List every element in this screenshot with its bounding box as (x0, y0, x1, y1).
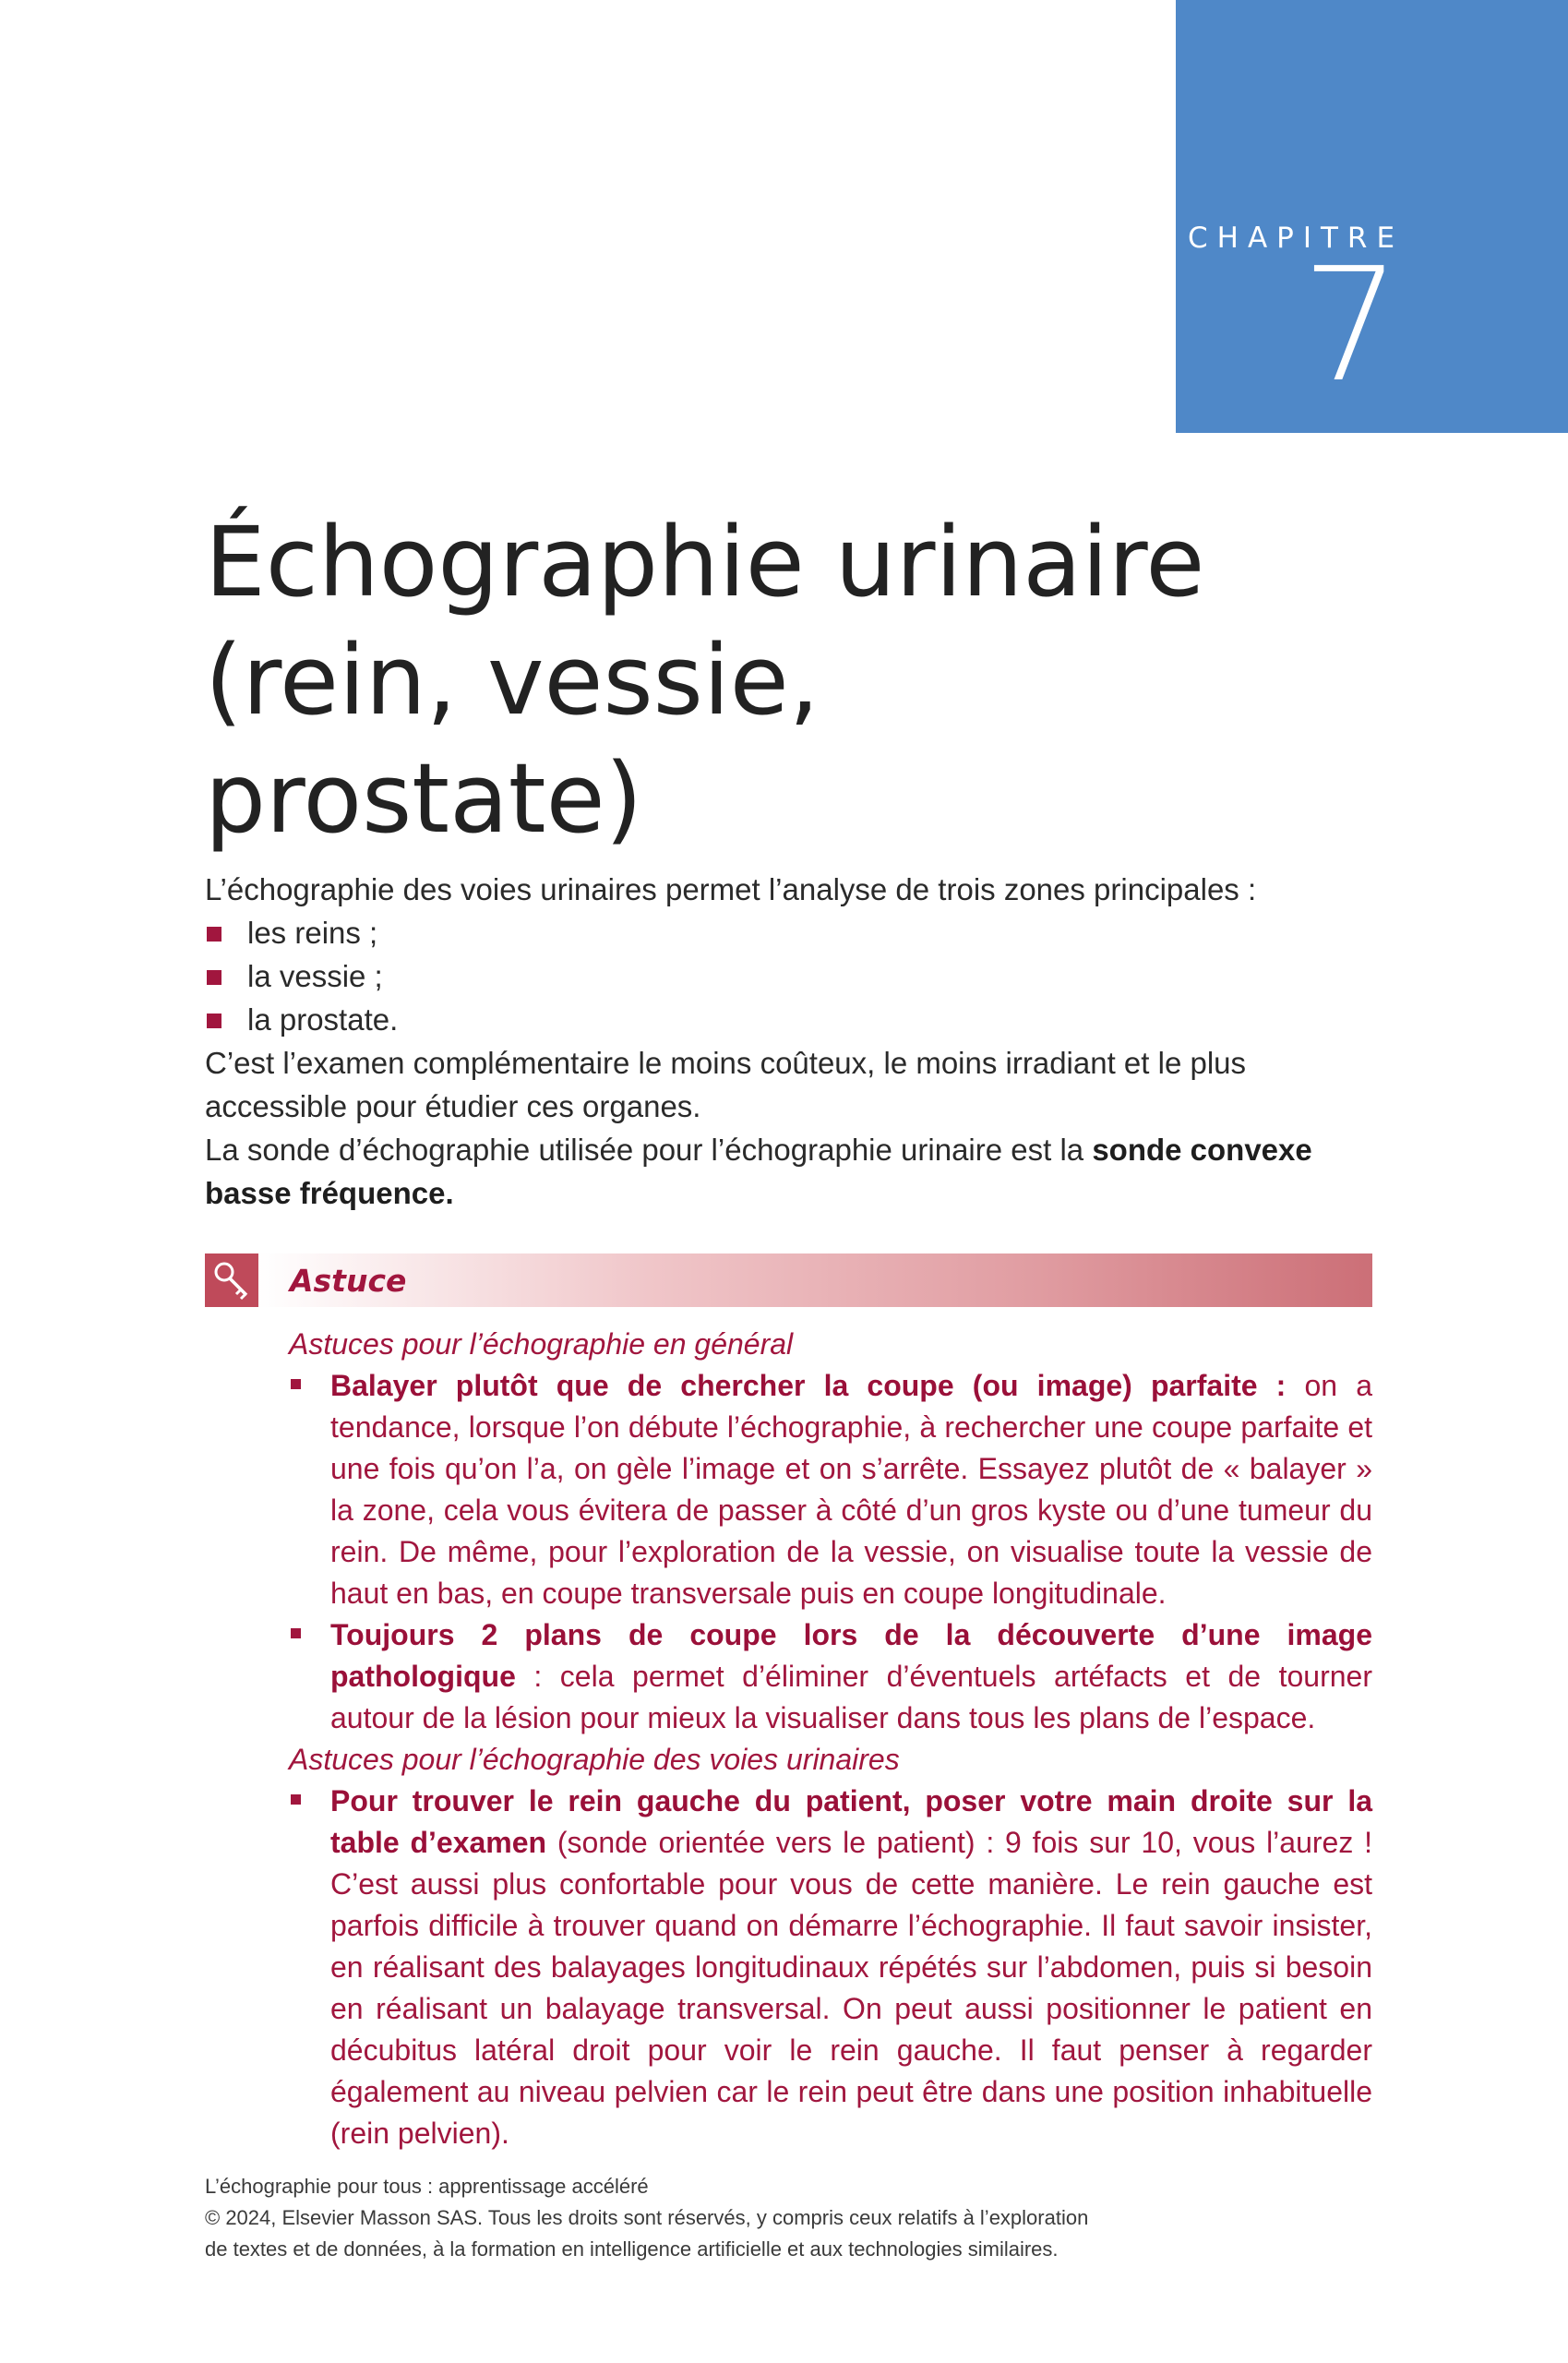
intro-lead: L’échographie des voies urinaires permet l’analyse de trois zones principales : (205, 872, 1257, 906)
general-tips-list (289, 1365, 1372, 1739)
zone-label: la prostate. (247, 1002, 399, 1037)
page-title (205, 503, 1266, 858)
square-bullet-icon (291, 1628, 301, 1638)
astuce-section-title-urinary: Astuces pour l’échographie des voies urinaires (289, 1743, 900, 1776)
square-bullet-icon (207, 970, 221, 985)
zones-list (205, 911, 1372, 1041)
square-bullet-icon (291, 1379, 301, 1389)
chapter-label: CHAPITRE (1188, 222, 1405, 255)
list-item (289, 1614, 1372, 1739)
list-item (289, 1781, 1372, 2154)
footer-copyright-cont: de textes et de données, à la formation en intelligence artificielle et aux technologies similaires. (205, 2237, 1059, 2261)
astuce-gradient-bar (258, 1253, 1372, 1307)
zone-label: la vessie ; (247, 959, 383, 993)
page-footer (205, 2171, 1372, 2265)
square-bullet-icon (291, 1794, 301, 1805)
tip-text: (sonde orientée vers le patient) : 9 fois sur 10, vous l’aurez ! C’est aussi plus confortable pour vous de cette manière. Le rein gauche est parfois difficile à trouver quand on démarre l’échographie. Il faut savoir insister, en réalisant des balayages longitudinaux répétés sur l’abdomen, puis si besoin en réalisant un balayage transversal. On peut aussi positionner le patient en décubitus latéral droit pour voir le rein gauche. Il faut penser à regarder également au niveau pelvien car le rein peut être dans une position inhabituelle (rein pelvien). (330, 1826, 1372, 2150)
probe-name: sonde convexe basse fréquence. (205, 1133, 1312, 1210)
square-bullet-icon (207, 927, 221, 942)
astuce-content (289, 1324, 1372, 2154)
key-icon (205, 1253, 258, 1307)
tip-heading: Balayer plutôt que de chercher la coupe (ou image) parfaite : (330, 1369, 1287, 1402)
title-line-1: Échographie urinaire (205, 506, 1205, 618)
zone-label: les reins ; (247, 916, 378, 950)
intro-section (205, 868, 1372, 1215)
intro-paragraph-2: C’est l’examen complémentaire le moins coûteux, le moins irradiant et le plus accessible pour étudier ces organes. (205, 1046, 1247, 1123)
footer-book-title: L’échographie pour tous : apprentissage accéléré (205, 2175, 649, 2198)
astuce-section-title-general: Astuces pour l’échographie en général (289, 1327, 794, 1361)
tip-text: on a tendance, lorsque l’on débute l’échographie, à rechercher une coupe parfaite et une fois qu’on l’a, on gèle l’image et on s’arrête. Essayez plutôt de « balayer » la zone, cela vous évitera de passer à côté d’un gros kyste ou d’une tumeur du rein. De même, pour l’exploration de la vessie, on visualise toute la vessie de haut en bas, en coupe transversale puis en coupe longitudinale. (330, 1369, 1373, 1610)
title-line-2: (rein, vessie, prostate) (205, 624, 820, 855)
intro-paragraph-3 (205, 1128, 1372, 1215)
footer-copyright: © 2024, Elsevier Masson SAS. Tous les droits sont réservés, y compris ceux relatifs à l’exploration (205, 2206, 1089, 2229)
astuce-header (205, 1253, 1372, 1307)
tip-heading: Pour trouver le rein gauche du patient, poser votre main droite sur la table d’examen (330, 1784, 1372, 1859)
list-item (205, 911, 1372, 954)
tip-heading: Toujours 2 plans de coupe lors de la découverte d’une image pathologique (330, 1618, 1372, 1693)
list-item (205, 954, 1372, 998)
astuce-label: Astuce (290, 1263, 407, 1299)
list-item (289, 1365, 1372, 1614)
list-item (205, 998, 1372, 1041)
chapter-number: 7 (1301, 234, 1402, 417)
square-bullet-icon (207, 1014, 221, 1028)
intro-p3-text: La sonde d’échographie utilisée pour l’échographie urinaire est la (205, 1133, 1093, 1167)
urinary-tips-list (289, 1781, 1372, 2154)
tip-text: : cela permet d’éliminer d’éventuels artéfacts et de tourner autour de la lésion pour mieux la visualiser dans tous les plans de l’espace. (330, 1660, 1372, 1734)
